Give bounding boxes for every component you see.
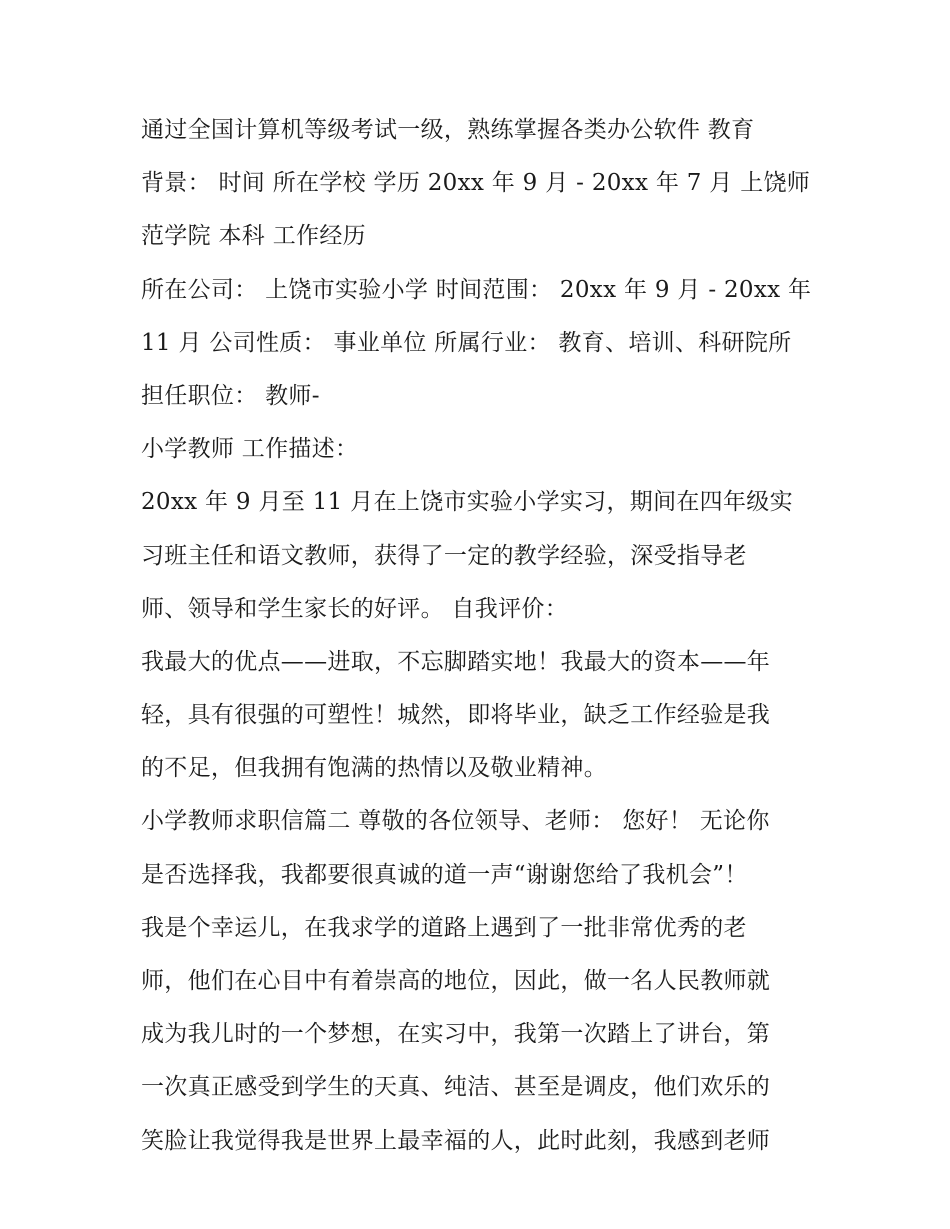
text-line: 背景： 时间 所在学校 学历 20xx 年 9 月 - 20xx 年 7 月 上饶师	[141, 170, 811, 197]
text-line: 通过全国计算机等级考试一级，熟练掌握各类办公软件 教育	[141, 117, 755, 143]
text-line: 成为我儿时的一个梦想，在实习中，我第一次踏上了讲台，第	[141, 1021, 771, 1048]
text-line: 我是个幸运儿，在我求学的道路上遇到了一批非常优秀的老	[141, 914, 747, 941]
text-line: 11 月 公司性质： 事业单位 所属行业： 教育、培训、科研院所	[141, 329, 792, 356]
text-line: 20xx 年 9 月至 11 月在上饶市实验小学实习，期间在四年级实	[141, 489, 793, 516]
text-line: 小学教师求职信篇二 尊敬的各位领导、老师： 您好！ 无论你	[141, 808, 770, 835]
text-line: 范学院 本科 工作经历	[141, 223, 366, 250]
text-line: 担任职位： 教师-	[141, 382, 320, 409]
text-line: 所在公司： 上饶市实验小学 时间范围： 20xx 年 9 月 - 20xx 年	[141, 276, 812, 303]
text-line: 小学教师 工作描述：	[141, 436, 359, 463]
text-line: 师、领导和学生家长的好评。 自我评价：	[141, 595, 569, 622]
text-line: 的不足，但我拥有饱满的热情以及敬业精神。	[141, 755, 607, 782]
body-text	[141, 110, 821, 1174]
text-line: 师，他们在心目中有着崇高的地位，因此，做一名人民教师就	[141, 968, 771, 994]
text-line: 轻，具有很强的可塑性！城然，即将毕业，缺乏工作经验是我	[141, 702, 771, 729]
text-line: 习班主任和语文教师，获得了一定的教学经验，深受指导老	[141, 542, 747, 569]
text-line: 笑脸让我觉得我是世界上最幸福的人，此时此刻，我感到老师	[141, 1127, 771, 1154]
text-line: 是否选择我，我都要很真诚的道一声“谢谢您给了我机会”！	[141, 861, 748, 888]
text-line: 一次真正感受到学生的天真、纯洁、甚至是调皮，他们欢乐的	[141, 1074, 771, 1101]
text-line: 我最大的优点——进取，不忘脚踏实地！我最大的资本——年	[141, 648, 771, 675]
